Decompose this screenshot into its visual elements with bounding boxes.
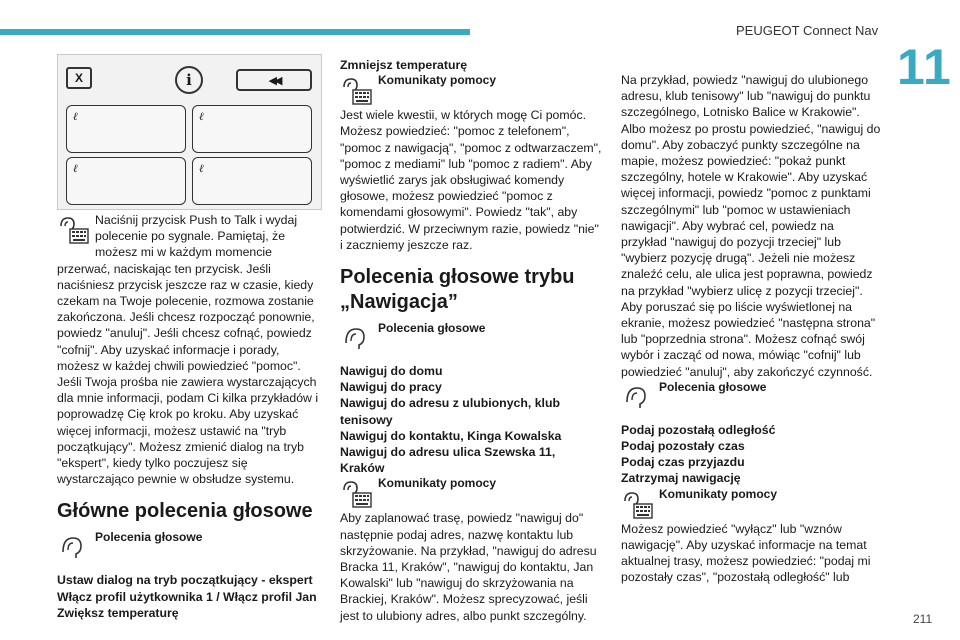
- command-item: Włącz profil użytkownika 1 / Włącz profil Jan: [57, 589, 317, 604]
- command-item: Nawiguj do pracy: [340, 380, 442, 395]
- voice-command-icon: [340, 321, 374, 355]
- push-to-talk-text: Naciśnij przycisk Push to Talk i wydaj polecenie po sygnale. Pamiętaj, że możesz mi w każdym momencie przerwać, naciskając ten przycisk. Jeśli naciśniesz przycisk jeszcze raz w czasie, kiedy czekam na Twoje polecenie, rozmowa zostanie zakończona. Jeśli chcesz rozpocząć ponownie, powiedz "anuluj". Jeśli chcesz cofnąć, powiedz "cofnij". Aby uzyskać informacje i porady, możesz w każdej chwili powiedzieć "pomoc". Jeśli Twoja prośba nie zawiera wystarczających dla mnie informacji, podam Ci kilka przykładów i poprowadzę Cię krok po kroku. Aby uzyskać więcej informacji, możesz ustawić na "tryb początkujący". Możesz zmienić dialog na tryb "ekspert", kiedy tylko poczujesz się wystarczająco pewnie w obsłudze systemu.: [57, 213, 319, 487]
- tile-glyph: ℓ: [199, 110, 204, 123]
- screen-tile: [192, 105, 312, 153]
- help-messages-label-row: [621, 487, 883, 521]
- header-title: PEUGEOT Connect Nav: [736, 23, 879, 38]
- section-heading-navigation-commands: Polecenia głosowe trybu „Nawigacja”: [340, 266, 575, 314]
- screen-tile: [66, 157, 186, 205]
- column-2: [340, 57, 602, 624]
- help-messages-label: Komunikaty pomocy: [378, 73, 497, 88]
- voice-commands-label-row: [57, 530, 325, 564]
- help-text: Jest wiele kwestii, w których mogę Ci pomóc. Możesz powiedzieć: "pomoc z telefonem", "pomoc z nawigacją", "pomoc z odtwarzaczem", "pomoc z mediami" lub "pomoc z radiem". Aby wyświetlić zarys jak obsługiwać komendy głosowe, możesz powiedzieć "pomoc z komendami głosowymi". Powiedz "tak", aby potwierdzić. W przeciwnym razie, powiedz "nie" i zaczniemy jeszcze raz.: [340, 108, 602, 252]
- rewind-icon: ◀◀: [236, 69, 312, 91]
- column-3: [621, 72, 883, 585]
- tile-glyph: ℓ: [73, 162, 78, 175]
- help-messages-label-row: [340, 476, 602, 510]
- voice-keyboard-icon: [57, 212, 91, 246]
- page-number: 211: [913, 612, 933, 626]
- command-item: Podaj pozostały czas: [621, 439, 745, 454]
- command-item: Nawiguj do kontaktu, Kinga Kowalska: [340, 428, 562, 443]
- chapter-number: 11: [897, 39, 952, 95]
- help-messages-label-row: [340, 73, 602, 107]
- voice-command-icon: [57, 530, 91, 564]
- command-item: Podaj pozostałą odległość: [621, 422, 776, 437]
- tile-glyph: ℓ: [73, 110, 78, 123]
- voice-commands-label-row: [340, 321, 602, 355]
- close-voice-icon: X: [66, 67, 92, 89]
- header-accent-bar: [0, 29, 470, 35]
- column-1: [57, 212, 325, 621]
- section-heading-main-commands: Główne polecenia głosowe: [57, 500, 313, 523]
- voice-command-icon: [621, 380, 655, 414]
- voice-keyboard-icon: [621, 487, 655, 521]
- voice-commands-label: Polecenia głosowe: [659, 379, 767, 394]
- command-item: Zwiększ temperaturę: [57, 605, 179, 620]
- command-item: Nawiguj do adresu z ulubionych, klub tenisowy: [340, 396, 560, 427]
- voice-commands-label: Polecenia głosowe: [378, 321, 486, 336]
- voice-keyboard-icon: [340, 73, 374, 107]
- push-to-talk-paragraph: [57, 212, 325, 487]
- help-messages-label: Komunikaty pomocy: [659, 486, 778, 501]
- command-item: Nawiguj do domu: [340, 364, 443, 379]
- voice-keyboard-icon: [340, 476, 374, 510]
- voice-commands-label: Polecenia głosowe: [95, 530, 203, 545]
- help-text: Aby zaplanować trasę, powiedz "nawiguj do" następnie podaj adres, nazwę kontaktu lub skrzyżowanie. Na przykład, "nawiguj do adresu Bracka 11, Kraków", "nawiguj do kontaktu, Jan Kowalski" lub "nawiguj do skrzyżowania na Brackiej, Kraków". Możesz sprecyzować, jeśli jest to ulubiony adres, albo punkt szczególny.: [340, 511, 597, 623]
- help-messages-label: Komunikaty pomocy: [378, 476, 497, 491]
- info-icon: i: [175, 66, 203, 94]
- screen-tile: [192, 157, 312, 205]
- command-item: Podaj czas przyjazdu: [621, 455, 745, 470]
- screen-tile: [66, 105, 186, 153]
- command-item: Nawiguj do adresu ulica Szewska 11, Kraków: [340, 445, 556, 476]
- navigation-examples-text: Na przykład, powiedz "nawiguj do ulubionego adresu, klub tenisowy" lub "nawiguj do punktu szczególnego, Lotnisko Balice w Krakowie". Albo możesz po prostu powiedzieć, "nawiguj do domu". Aby zobaczyć punkty szczególne na mapie, możesz powiedzieć: "pokaż punkt szczególny, hotele w Krakowie". Aby uzyskać więcej informacji, powiedz "pomoc z punktami szczególnymi" lub "pomoc w ustawieniach nawigacji". Aby wybrać cel, powiedz na przykład "nawiguj do pozycji trzeciej" lub "wybierz pozycję drugą". Jeżeli nie możesz znaleźć celu, ale ulica jest poprawna, powiedz na przykład "wybierz ulicę z pozycji trzeciej". Aby poruszać się po liście wyświetlonej na ekranie, możesz powiedzieć "następna strona" lub "poprzednia strona". Możesz cofnąć swój wybór i zacząć od nowa, mówiąc "cofnij" lub powiedzieć "anuluj", aby zakończyć czynność.: [621, 73, 881, 379]
- command-item: Zmniejsz temperaturę: [340, 58, 468, 72]
- command-item: Ustaw dialog na tryb początkujący - ekspert: [57, 573, 313, 588]
- tile-glyph: ℓ: [199, 162, 204, 175]
- voice-commands-label-row: [621, 380, 883, 414]
- touchscreen-illustration: [57, 54, 322, 210]
- help-text: Możesz powiedzieć "wyłącz" lub "wznów nawigację". Aby uzyskać informacje na temat aktualnej trasy, możesz powiedzieć: "podaj mi pozostały czas", "pozostałą odległość" lub: [621, 521, 871, 585]
- command-item: Zatrzymaj nawigację: [621, 471, 741, 486]
